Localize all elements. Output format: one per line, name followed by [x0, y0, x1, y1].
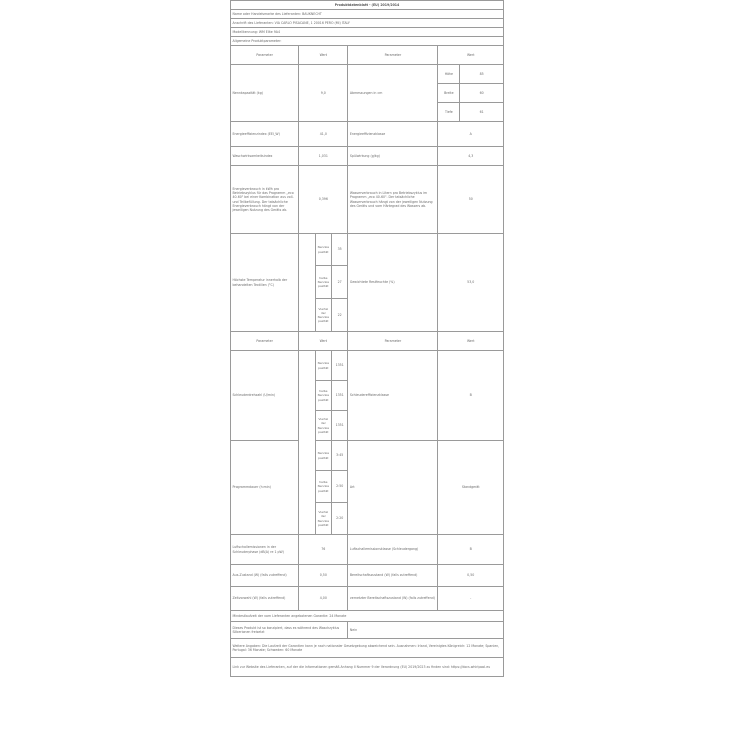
spin-class-value: B — [438, 351, 504, 441]
temp-value-half: 27 — [332, 266, 348, 299]
standby-value: 0,50 — [438, 565, 504, 587]
manufacturer-value: BAUKNECHT — [302, 11, 322, 16]
height-label: Höhe — [438, 65, 460, 84]
energy-consumption-label: Energieverbrauch in kWh pro Betriebszyklus für das Programm „eco 40-60" bei einer Kombination aus voll- und Teilbefüllung. Der tatsächliche Energieverbrauch hängt von der jeweiligen Nutzung des Geräts ab. — [231, 166, 299, 234]
header-parameter: Parameter — [231, 46, 299, 65]
standby-label: Bereitschaftszustand (W) (falls zutreffend) — [348, 565, 438, 587]
duration-load-full: Nennkapazität — [315, 441, 331, 471]
temp-load-half: halbe Nennkapazität — [315, 266, 331, 299]
wash-index-label: Waschwirksamkeitsindex — [231, 147, 299, 166]
type-label: Art — [348, 441, 438, 535]
noise-class-value: B — [438, 535, 504, 565]
water-consumption-value: 50 — [438, 166, 504, 234]
header-parameter-3: Parameter — [231, 332, 299, 351]
address-value: VIA CARLO PISACANE, 1 20016 PERO (MI) ITALY — [274, 20, 350, 25]
spin-load-quarter: Viertel der Nennkapazität — [315, 411, 331, 441]
spin-value-quarter: 1351 — [332, 411, 348, 441]
duration-load-half: halbe Nennkapazität — [315, 471, 331, 503]
manufacturer-row — [231, 10, 504, 19]
depth-label: Tiefe — [438, 103, 460, 122]
noise-value: 76 — [299, 535, 348, 565]
duration-value-half: 2:50 — [332, 471, 348, 503]
residual-moisture-label: Gewichtete Restfeuchte (%) — [348, 234, 438, 332]
noise-class-label: Luftschallemissionsklasse (Schleudergang) — [348, 535, 438, 565]
section-general: Allgemeine Produktparameter: — [231, 37, 504, 46]
product-data-sheet — [230, 0, 504, 677]
energy-class-label: Energieeffizienzklasse — [348, 122, 438, 147]
energy-class-value: A — [438, 122, 504, 147]
temp-load-full: Nennkapazität — [315, 234, 331, 266]
model-value: WM Elite 9A4 — [258, 29, 281, 34]
rinse-label: Spülwirkung (g/kg) — [348, 147, 438, 166]
header-parameter-4: Parameter — [348, 332, 438, 351]
wash-index-value: 1,031 — [299, 147, 348, 166]
temp-value-quarter: 22 — [332, 299, 348, 332]
header-wert-2: Wert — [438, 46, 504, 65]
eei-value: 41,0 — [299, 122, 348, 147]
data-sheet-table — [230, 0, 504, 677]
spin-class-label: Schleudereffizienzklasse — [348, 351, 438, 441]
capacity-label: Nennkapazität (kg) — [231, 65, 299, 122]
capacity-value: 9,0 — [299, 65, 348, 122]
temperature-label: Höchste Temperatur innerhalb der behandelten Textilien (°C) — [231, 234, 299, 332]
spin-load-full: Nennkapazität — [315, 351, 331, 381]
silver-ions-value: Nein — [348, 622, 504, 639]
eei-label: Energieeffizienzindex (EEI_W) — [231, 122, 299, 147]
height-value: 85 — [460, 65, 504, 84]
model-row — [231, 28, 504, 37]
further-info: Weitere Angaben: Die Laufzeit der Garantien kann je nach nationaler Gesetzgebung abweichend sein. Ausnahmen: Irland, Vereinigtes Königreich: 12 Monate; Spanien, Portugal: 36 Monate; Schweden: 60 Monate — [231, 639, 504, 658]
header-wert: Wert — [299, 46, 348, 65]
duration-label: Programmdauer (h:min) — [231, 441, 299, 535]
width-value: 60 — [460, 84, 504, 103]
temp-value-full: 35 — [332, 234, 348, 266]
depth-value: 61 — [460, 103, 504, 122]
spin-speed-label: Schleuderdrehzahl (U/min) — [231, 351, 299, 441]
network-standby-value: - — [438, 587, 504, 611]
model-label: Modellkennung: — [232, 29, 258, 34]
manufacturer-label: Name oder Handelsmarke des Lieferanten: — [232, 11, 302, 16]
silver-ions-label: Dieses Produkt ist so konzipiert, dass es während des Waschzyklus Silberionen freisetzt — [231, 622, 348, 639]
spin-load-half: halbe Nennkapazität — [315, 381, 331, 411]
address-label: Anschrift des Lieferanten: — [232, 20, 274, 25]
duration-value-quarter: 2:20 — [332, 503, 348, 535]
duration-value-full: 3:45 — [332, 441, 348, 471]
supplier-link: Link zur Website des Lieferanten, auf der die Informationen gemäß Anhang II Nummer 9 der Verordnung (EU) 2019/2023 zu finden sind: https://docs.whirlpool.eu — [231, 658, 504, 677]
delay-start-value: 4,00 — [299, 587, 348, 611]
header-parameter-2: Parameter — [348, 46, 438, 65]
duration-load-quarter: Viertel der Nennkapazität — [315, 503, 331, 535]
rinse-value: 4,3 — [438, 147, 504, 166]
spin-value-full: 1351 — [332, 351, 348, 381]
off-mode-label: Aus-Zustand (W) (falls zutreffend) — [231, 565, 299, 587]
spin-value-half: 1351 — [332, 381, 348, 411]
warranty-row: Mindestlaufzeit der vom Lieferanten angebotenen Garantie: 24 Monate — [231, 611, 504, 622]
energy-consumption-value: 0,396 — [299, 166, 348, 234]
dimensions-label: Abmessungen in cm — [348, 65, 438, 122]
water-consumption-label: Wasserverbrauch in Litern pro Betriebszyklus im Programm „eco 40-60". Der tatsächliche Wasserverbrauch hängt von der jeweiligen Nutzung des Geräts und vom Härtegrad des Wassers ab. — [348, 166, 438, 234]
noise-label: Luftschallemissionen in der Schleuderphase (dB(A) re 1 pW) — [231, 535, 299, 565]
type-value: Standgerät — [438, 441, 504, 535]
width-label: Breite — [438, 84, 460, 103]
temp-load-quarter: Viertel der Nennkapazität — [315, 299, 331, 332]
address-row — [231, 19, 504, 28]
sheet-title: Produktdatenblatt - (EU) 2019/2014 — [231, 1, 504, 10]
off-mode-value: 0,50 — [299, 565, 348, 587]
network-standby-label: vernetzter Bereitschaftszustand (W) (falls zutreffend) — [348, 587, 438, 611]
header-wert-4: Wert — [438, 332, 504, 351]
header-wert-3: Wert — [299, 332, 348, 351]
residual-moisture-value: 53,0 — [438, 234, 504, 332]
delay-start-label: Zeitvorwahl (W) (falls zutreffend) — [231, 587, 299, 611]
